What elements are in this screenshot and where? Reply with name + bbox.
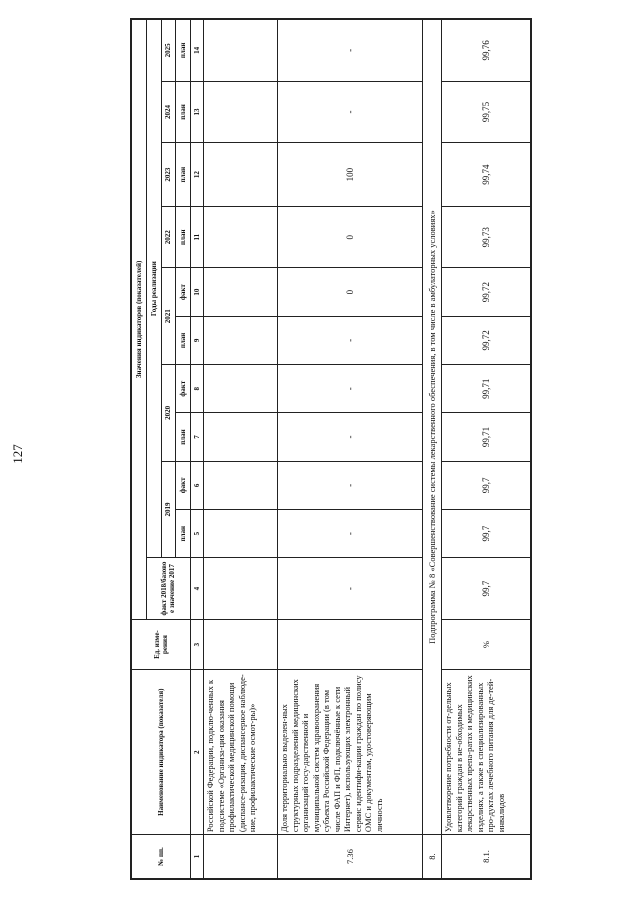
table-row [204, 20, 278, 879]
value-cell: 99,72 [442, 316, 531, 364]
indicator-name: Доля территориально выделен-ных структурных подразделений медицинских организаций госу-дарственной и муниципальной систем здравоохранения субъекта Российской Федерации (в том числе ФАП и ФП, подключённые к сети Интернет), использующих электронный сервис идентифи-кации граждан по полису ОМС и документам, удостоверяющим личность [278, 670, 423, 835]
column-number: 10 [191, 268, 204, 316]
header-plan: план [176, 316, 191, 364]
header-year-2025: 2025 [161, 20, 176, 82]
row-num [204, 835, 278, 879]
table-row [278, 20, 423, 879]
value-cell: 0 [278, 268, 423, 316]
column-number: 9 [191, 316, 204, 364]
column-number: 2 [191, 670, 204, 835]
header-unit: Ед. изме-рения [132, 619, 191, 670]
header-plan: план [176, 510, 191, 558]
value-cell: - [278, 510, 423, 558]
header-year-2022: 2022 [161, 206, 176, 268]
header-plan: план [176, 20, 191, 82]
subprogram-title: Подпрограмма № 8 «Совершенствование системы лекарственного обеспечения, в том числе в амбулаторных условиях» [423, 20, 442, 835]
column-number: 12 [191, 143, 204, 207]
value-cell: 0 [278, 206, 423, 268]
page-number: 127 [10, 444, 25, 464]
value-cell: - [278, 81, 423, 143]
indicators-table [131, 19, 531, 879]
row-num: 7.36 [278, 835, 423, 879]
row-unit: % [442, 619, 531, 670]
value-cell [204, 510, 278, 558]
header-plan: план [176, 143, 191, 207]
value-cell: - [278, 20, 423, 82]
header-year-2020: 2020 [161, 365, 176, 462]
row-num: 8.1. [442, 835, 531, 879]
header-year-2023: 2023 [161, 143, 176, 207]
header-num: № пп. [132, 835, 191, 879]
header-fact: факт [176, 365, 191, 413]
value-cell [204, 206, 278, 268]
value-cell: 99,76 [442, 20, 531, 82]
subprogram-row [423, 20, 442, 879]
value-cell: - [278, 365, 423, 413]
column-number: 13 [191, 81, 204, 143]
indicator-name: Удовлетворение потребности от-дельных категорий граждан в не-обходимых лекарственных препа-ратах и медицинских изделиях, а также в специализированных про-дуктах лечебного питания для де-тей-инвалидов [442, 670, 531, 835]
header-fact-base: факт 2018/базово е значение 2017 [146, 558, 190, 620]
value-cell: 99,75 [442, 81, 531, 143]
column-number: 3 [191, 619, 204, 670]
column-number: 14 [191, 20, 204, 82]
value-cell [204, 316, 278, 364]
header-plan: план [176, 206, 191, 268]
column-number: 5 [191, 510, 204, 558]
column-number: 4 [191, 558, 204, 620]
header-years-label: Годы реализации [146, 20, 161, 558]
value-cell [204, 20, 278, 82]
value-cell: - [278, 461, 423, 509]
value-cell: 100 [278, 143, 423, 207]
value-cell [204, 268, 278, 316]
value-cell: 99,74 [442, 143, 531, 207]
value-cell [204, 365, 278, 413]
value-cell: 99,72 [442, 268, 531, 316]
header-year-2021: 2021 [161, 268, 176, 365]
header-fact: факт [176, 268, 191, 316]
value-cell [204, 81, 278, 143]
value-cell: 99,7 [442, 558, 531, 620]
value-cell [204, 413, 278, 461]
header-name: Наименование индикатора (показателя) [132, 670, 191, 835]
header-indicator-values: Значения индикаторов (показателей) [132, 20, 147, 620]
value-cell [204, 558, 278, 620]
header-plan: план [176, 81, 191, 143]
header-year-2019: 2019 [161, 461, 176, 558]
scanned-table-sheet [130, 18, 532, 880]
value-cell: 99,7 [442, 510, 531, 558]
value-cell [204, 143, 278, 207]
value-cell: 99,71 [442, 413, 531, 461]
subprogram-num: 8. [423, 835, 442, 879]
column-number: 6 [191, 461, 204, 509]
value-cell: 99,7 [442, 461, 531, 509]
value-cell: 99,73 [442, 206, 531, 268]
indicator-name: Российской Федерации, подклю-ченных к подсистеме «Организа-ция оказания профилактической медицинской помощи (диспансе-ризация, диспансерное наблюде-ние, профилактические осмот-ры)» [204, 670, 278, 835]
value-cell: - [278, 316, 423, 364]
value-cell [204, 461, 278, 509]
header-fact: факт [176, 461, 191, 509]
row-unit [204, 619, 278, 670]
value-cell: - [278, 413, 423, 461]
column-number: 7 [191, 413, 204, 461]
column-number: 11 [191, 206, 204, 268]
row-unit [278, 619, 423, 670]
value-cell: - [278, 558, 423, 620]
column-number: 1 [191, 835, 204, 879]
value-cell: 99,71 [442, 365, 531, 413]
column-number: 8 [191, 365, 204, 413]
header-year-2024: 2024 [161, 81, 176, 143]
header-plan: план [176, 413, 191, 461]
table-row [442, 20, 531, 879]
